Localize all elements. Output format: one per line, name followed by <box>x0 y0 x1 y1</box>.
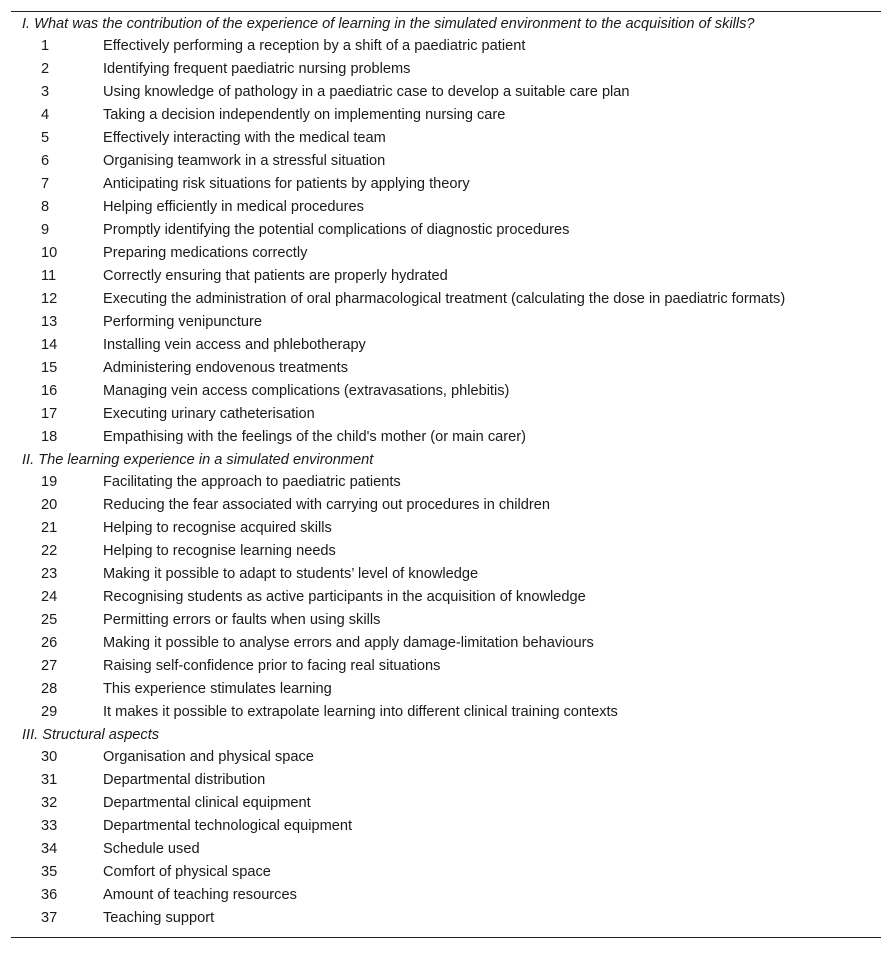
table-row <box>11 517 881 540</box>
item-number: 10 <box>41 245 58 261</box>
item-number: 32 <box>41 795 58 811</box>
item-number: 3 <box>41 84 50 100</box>
item-text: Executing the administration of oral pharmacological treatment (calculating the dose in paediatric formats) <box>103 291 786 307</box>
item-text: Administering endovenous treatments <box>103 360 348 376</box>
item-text: Effectively performing a reception by a shift of a paediatric patient <box>103 38 526 54</box>
item-number: 37 <box>41 910 58 926</box>
item-text: Departmental distribution <box>103 772 266 788</box>
item-text: Taking a decision independently on implementing nursing care <box>103 107 506 123</box>
table-row <box>11 494 881 517</box>
item-text: Schedule used <box>103 841 200 857</box>
table-row <box>11 769 881 792</box>
table-row <box>11 815 881 838</box>
item-text: Organisation and physical space <box>103 749 314 765</box>
item-number: 8 <box>41 199 50 215</box>
table-row <box>11 838 881 861</box>
item-number: 2 <box>41 61 50 77</box>
item-text: Promptly identifying the potential complications of diagnostic procedures <box>103 222 570 238</box>
item-number: 4 <box>41 107 50 123</box>
item-text: Organising teamwork in a stressful situation <box>103 153 386 169</box>
table-row <box>11 471 881 494</box>
item-text: Helping to recognise acquired skills <box>103 520 332 536</box>
item-text: Installing vein access and phlebotherapy <box>103 337 366 353</box>
table-row <box>11 907 881 930</box>
item-text: Permitting errors or faults when using skills <box>103 612 381 628</box>
section-1 <box>11 13 881 449</box>
item-number: 27 <box>41 658 58 674</box>
item-text: Identifying frequent paediatric nursing problems <box>103 61 411 77</box>
item-text: Using knowledge of pathology in a paediatric case to develop a suitable care plan <box>103 84 630 100</box>
item-text: Reducing the fear associated with carrying out procedures in children <box>103 497 550 513</box>
item-number: 23 <box>41 566 58 582</box>
item-text: Departmental clinical equipment <box>103 795 311 811</box>
table-row <box>11 655 881 678</box>
table-row <box>11 81 881 104</box>
table-row <box>11 678 881 701</box>
item-text: Raising self-confidence prior to facing real situations <box>103 658 441 674</box>
item-number: 12 <box>41 291 58 307</box>
item-number: 25 <box>41 612 58 628</box>
table-row <box>11 632 881 655</box>
table-row <box>11 173 881 196</box>
table-row <box>11 288 881 311</box>
table-row <box>11 35 881 58</box>
item-number: 36 <box>41 887 58 903</box>
item-number: 34 <box>41 841 58 857</box>
table-row <box>11 357 881 380</box>
table-row <box>11 196 881 219</box>
item-text: Departmental technological equipment <box>103 818 353 834</box>
table-row <box>11 426 881 449</box>
item-text: Making it possible to adapt to students’ level of knowledge <box>103 566 479 582</box>
section-3 <box>11 724 881 930</box>
item-text: Performing venipuncture <box>103 314 262 330</box>
table-row <box>11 150 881 173</box>
item-number: 28 <box>41 681 58 697</box>
item-text: This experience stimulates learning <box>103 681 332 697</box>
item-number: 11 <box>41 268 57 284</box>
item-text: Helping to recognise learning needs <box>103 543 336 559</box>
table-row <box>11 58 881 81</box>
item-number: 13 <box>41 314 58 330</box>
item-number: 26 <box>41 635 58 651</box>
item-text: Empathising with the feelings of the child's mother (or main carer) <box>103 429 526 445</box>
item-text: Effectively interacting with the medical team <box>103 130 386 146</box>
item-text: Comfort of physical space <box>103 864 271 880</box>
table-row <box>11 311 881 334</box>
table-row <box>11 701 881 724</box>
table-row <box>11 127 881 150</box>
item-number: 7 <box>41 176 50 192</box>
item-number: 20 <box>41 497 58 513</box>
item-number: 16 <box>41 383 58 399</box>
section-title: III. Structural aspects <box>22 727 160 743</box>
table-row <box>11 265 881 288</box>
item-number: 15 <box>41 360 58 376</box>
item-number: 17 <box>41 406 58 422</box>
table-row <box>11 104 881 127</box>
table-row <box>11 219 881 242</box>
table-row <box>11 380 881 403</box>
table-row <box>11 792 881 815</box>
item-number: 6 <box>41 153 50 169</box>
item-number: 5 <box>41 130 50 146</box>
item-number: 35 <box>41 864 58 880</box>
item-number: 21 <box>41 520 58 536</box>
item-text: Helping efficiently in medical procedures <box>103 199 364 215</box>
item-text: Anticipating risk situations for patients by applying theory <box>103 176 470 192</box>
table-row <box>11 334 881 357</box>
item-text: Facilitating the approach to paediatric patients <box>103 474 401 490</box>
table-row <box>11 540 881 563</box>
item-text: Correctly ensuring that patients are properly hydrated <box>103 268 448 284</box>
item-number: 24 <box>41 589 58 605</box>
table-row <box>11 563 881 586</box>
item-number: 9 <box>41 222 50 238</box>
table-row <box>11 242 881 265</box>
table-row <box>11 586 881 609</box>
item-text: Managing vein access complications (extravasations, phlebitis) <box>103 383 510 399</box>
item-number: 1 <box>41 38 50 54</box>
table-row <box>11 746 881 769</box>
item-text: Making it possible to analyse errors and apply damage-limitation behaviours <box>103 635 594 651</box>
item-text: Executing urinary catheterisation <box>103 406 315 422</box>
table-row <box>11 861 881 884</box>
questionnaire-table <box>11 11 881 938</box>
section-title: II. The learning experience in a simulated environment <box>22 452 374 468</box>
item-number: 30 <box>41 749 58 765</box>
item-text: Amount of teaching resources <box>103 887 297 903</box>
item-number: 19 <box>41 474 58 490</box>
item-number: 22 <box>41 543 58 559</box>
item-text: Preparing medications correctly <box>103 245 308 261</box>
item-text: It makes it possible to extrapolate learning into different clinical training contexts <box>103 704 618 720</box>
table-row <box>11 609 881 632</box>
item-number: 18 <box>41 429 58 445</box>
item-text: Teaching support <box>103 910 215 926</box>
table-row <box>11 403 881 426</box>
item-number: 33 <box>41 818 58 834</box>
section-2 <box>11 449 881 724</box>
item-number: 29 <box>41 704 58 720</box>
table-row <box>11 884 881 907</box>
item-text: Recognising students as active participants in the acquisition of knowledge <box>103 589 586 605</box>
item-number: 14 <box>41 337 58 353</box>
item-number: 31 <box>41 772 58 788</box>
section-title: I. What was the contribution of the experience of learning in the simulated environment to the acquisition of skills? <box>22 16 755 32</box>
